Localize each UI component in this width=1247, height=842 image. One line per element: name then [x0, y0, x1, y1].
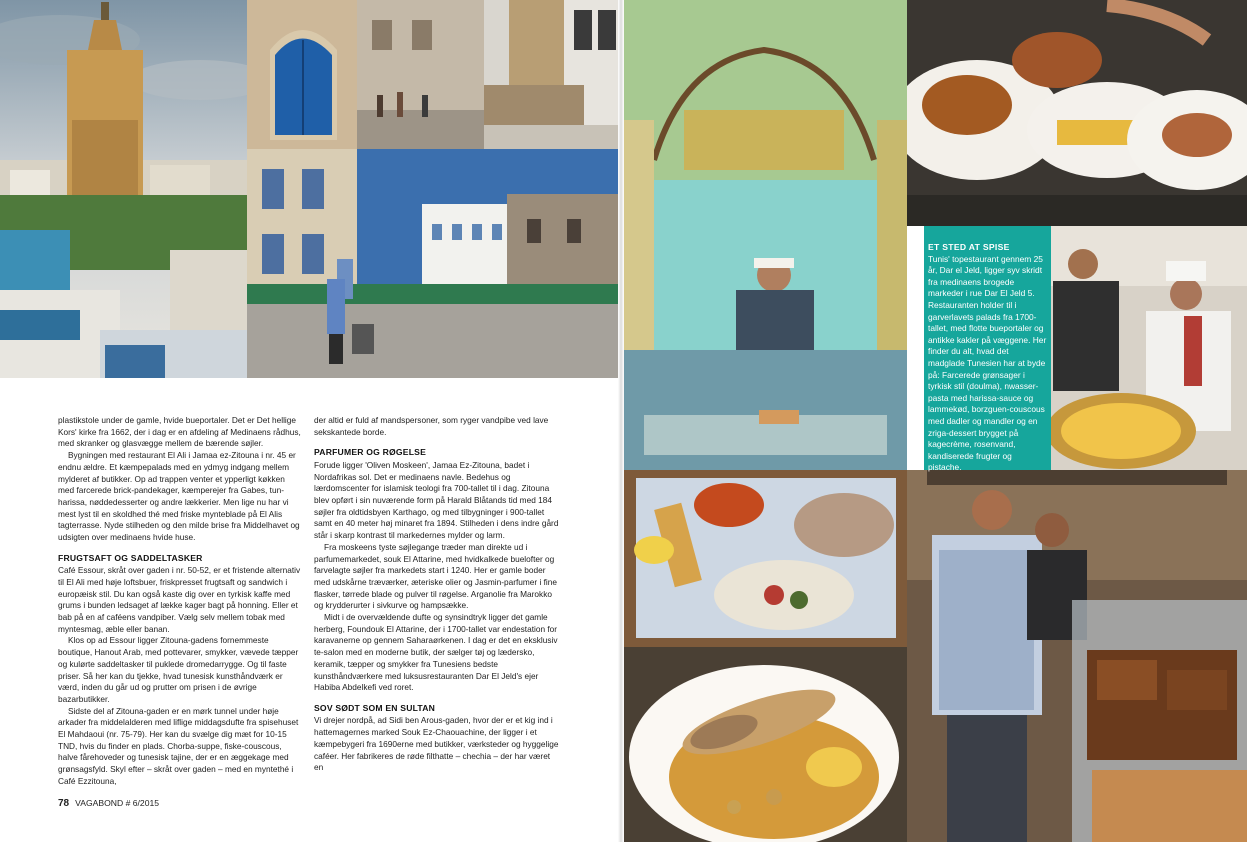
photo-grilled-plates — [907, 0, 1247, 226]
photo-minaret-tower — [484, 0, 624, 149]
info-box — [924, 226, 1051, 473]
page-gutter — [618, 0, 624, 842]
subheading: SOV SØDT SOM EN SULTAN — [314, 702, 436, 713]
paragraph: Forude ligger 'Oliven Moskeen', Jamaa Ez-Zitouna, badet i Nordafrikas sol. Det er medinaens navle. Bedehus og lærdomscenter for islamisk teologi fra 700-tallet til i dag. Zitouna blev opført i sin nuværende form på Harald Blåtands tid med 184 søjler fra oldtidsbyen Karthago, og med tilbygninger i 900-tallet samt en 40 meter høj minaret fra 1894. Stilheden i dens indre gård står i skarp kontrast til markedernes mylder og larm. — [314, 459, 559, 541]
photo-mezze-tray — [624, 470, 907, 647]
page-footer — [58, 798, 159, 809]
subheading: FRUGTSAFT OG SADDELTASKER — [58, 552, 203, 563]
photo-cooks — [1051, 226, 1247, 470]
paragraph: plastikstole under de gamle, hvide bueportaler. Det er Det hellige Kors' kirke fra 1662, der i dag er en afdeling af Medinaens rådhus, med skranker og glasvægge mellem de bærende søjler. — [58, 415, 301, 449]
issue-label: VAGABOND # 6/2015 — [75, 798, 160, 808]
article-column-2 — [314, 415, 559, 774]
paragraph: Fra moskeens tyste søjlegange træder man direkte ud i parfumemarkedet, souk El Attarine, med hvidkalkede buelofter og farvelagte søjler fra markedets start i 1240. Her er gamle boder med udskårne træværker, æteriske olier og Jasmin-parfumer i fine flasker, tørrede blade og pulver til røgelse. Arganolie fra Marokko og krydderurter i sivkurve og hampsække. — [314, 541, 558, 611]
paragraph: der altid er fuld af mandspersoner, som ryger vandpibe ved lave sekskantede borde. — [314, 415, 549, 437]
info-box-title: ET STED AT SPISE — [928, 242, 1010, 252]
photo-painted-shop — [624, 0, 907, 470]
paragraph: Klos op ad Essour ligger Zitouna-gadens fornemmeste boutique, Hanout Arab, med pottevarer, smykker, vævede tæpper og kulørte saddeltasker til puklede dromedarrygge. Og til faste priser. Så her kan du tjekke, hvad tunesisk kunsthåndværk er værd, inden du går ud og prutter om prisen i de øvrige bazarbutikker. — [58, 635, 299, 704]
article-column-1 — [58, 415, 303, 788]
photo-blue-door — [247, 0, 484, 149]
info-box-text: Tunis' topestaurant gennem 25 år, Dar el Jeld, ligger syv skridt fra medinaens brogede markeder i rue Dar El Jeld 5. Restauranten holder til i garverlavets palads fra 1700-tallet, med flotte bueportaler og antikke kakler på væggene. Her finder du alt, hvad det madglade Tunesien har at byde på: Farcerede grønsager i tyrkisk stil (doulma), nwasser-pasta med harissa-sauce og lammekød, borzguen-couscous med dadler og mandler og en zriga-dessert brygget på kagecrème, rosenvand, kandiserede frugter og pistache. — [928, 253, 1047, 473]
photo-street-scene — [247, 149, 624, 378]
paragraph: Bygningen med restaurant El Ali i Jamaa ez-Zitouna i nr. 45 er endnu ældre. Et kæmpepalads med en ydmyg indgang mellem mylderet af butikker. Op ad trappen venter et ypperligt køkken med farcerede brick-pandekager, kæmperejer fra Gabes, tun-harissa, nøddedesserter og andre lækkerier. Men lige nu har vi mest lyst til en skoldhed thé med friske mynteblade på El Alis tagterrasse. Nyde stilheden og den milde brise fra Middelhavet og udsigten over medinaens hvide huse. — [58, 450, 300, 543]
subheading: PARFUMER OG RØGELSE — [314, 447, 427, 458]
paragraph: Sidste del af Zitouna-gaden er en mørk tunnel under høje arkader fra middelalderen med liflige middagsdufte fra spisehuset El Mahdaoui (nr. 75-79). Her kan du svælge dig mæt for 10-15 TND, hvis du finder en plads. Chorba-suppe, fiske-couscous, halve fårehoveder og tunesisk tajine, der er en æggekage med grønsagsfyld. Skyl efter – skråt over gaden – med en myntethé i Café Ezzitouna, — [58, 705, 299, 786]
photo-fish-couscous — [624, 647, 907, 842]
paragraph: Café Essour, skråt over gaden i nr. 50-52, er et fristende alternativ til El Ali med høje loftsbuer, friskpresset frugtsaft og sandwich i europæisk stil. Du kan også kaste dig over en tyrkisk kaffe med grums i bunden ledsaget af lække kager bagt på honning. Eller et bab på en af caféens vandpiber. Vælg selv mellem tobak med myntesmag, æble eller banan. — [58, 565, 301, 634]
paragraph: Vi drejer nordpå, ad Sidi ben Arous-gaden, hvor der er et kig ind i hattemagernes marked Souk Ez-Chaouachine, der ligger i et kæmpebygeri fra 1690erne med butikker, værksteder og hyggelige caféer. Her fabrikeres de røde filthatte – chechia – der har været en — [314, 715, 559, 773]
paragraph: Midt i de overvældende dufte og synsindtryk ligger det gamle herberg, Foundouk El Attarine, der i 1700-tallet var endestation for karavanerne op gennem Saharaørkenen. I dag er det en eksklusiv te-salon med en moderne butik, der sælger tøj og lædersko, keramik, tæpper og smykker fra Tunesiens bedste kunsthåndværkere med luksusrestauranten Dar El Jeld's ejer Habiba Abdelkefi ved roret. — [314, 612, 558, 693]
page-number: 78 — [58, 798, 70, 809]
photo-minaret-skyline — [0, 0, 247, 378]
photo-sweets-vendor — [907, 470, 1247, 842]
